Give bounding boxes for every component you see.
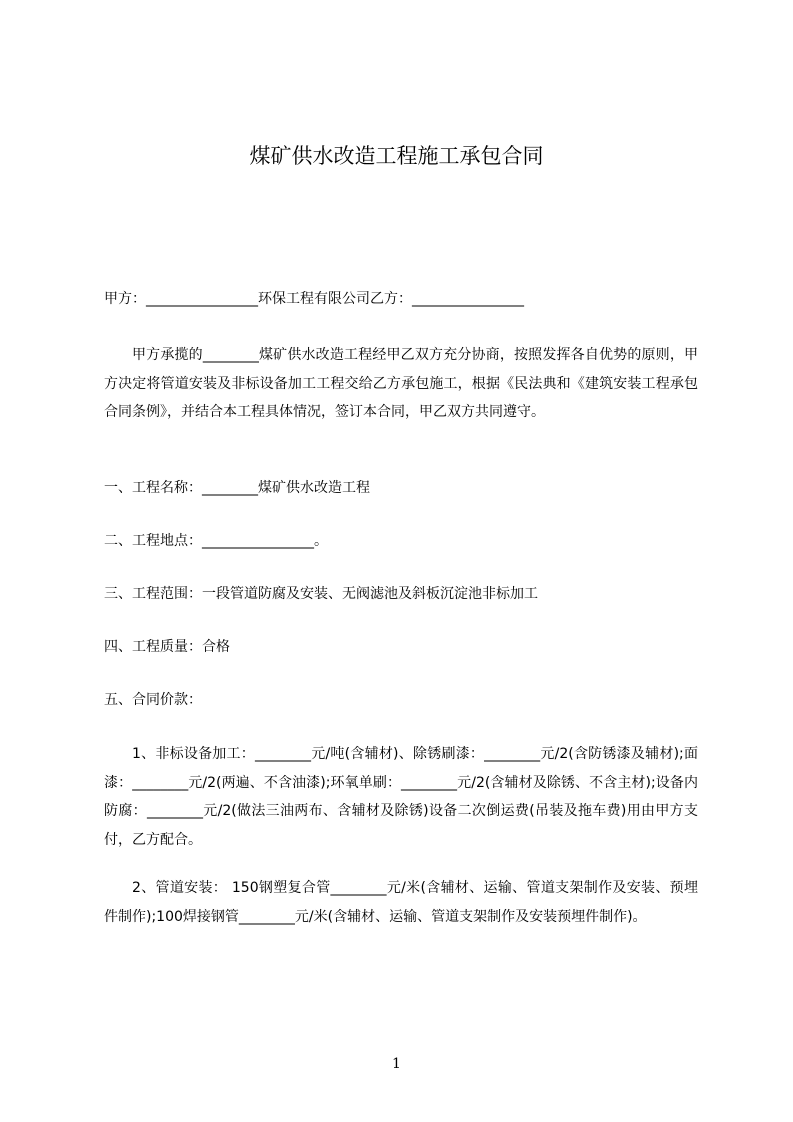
parties-line: 甲方：________________环保工程有限公司乙方：________________ xyxy=(104,291,524,307)
clause-contract-price: 五、合同价款： xyxy=(104,692,202,708)
clause-project-quality: 四、工程质量：合格 xyxy=(104,639,230,655)
clause-project-scope: 三、工程范围：一段管道防腐及安装、无阀滤池及斜板沉淀池非标加工 xyxy=(104,586,538,602)
document-title: 煤矿供水改造工程施工承包合同 xyxy=(249,144,544,168)
page-number: 1 xyxy=(392,1056,401,1072)
clause-project-location: 二、工程地点：________________。 xyxy=(104,533,328,549)
price-clause-equipment: 1、非标设备加工：________元/吨(含辅材)、除锈刷漆：________元/2(含防锈漆及辅材);面漆：________元/2(两遍、不含油漆);环氧单刷：________元/2(含辅材及除锈、不含主材);设备内防腐：________元/2(做法三油两布、含辅材及除锈)设备二次倒运费(吊装及拖车费)用由甲方支付，乙方配合。 xyxy=(104,746,698,848)
clause-project-name: 一、工程名称：________煤矿供水改造工程 xyxy=(104,480,370,496)
price-clause-pipeline: 2、管道安装： 150钢塑复合管________元/米(含辅材、运输、管道支架制作及安装、预埋件制作);100焊接钢管________元/米(含辅材、运输、管道支架制作及安装预埋件制作)。 xyxy=(104,880,698,925)
intro-paragraph: 甲方承揽的________煤矿供水改造工程经甲乙双方充分协商，按照发挥各自优势的原则，甲方决定将管道安装及非标设备加工工程交给乙方承包施工，根据《民法典和《建筑安装工程承包合同条例》，并结合本工程具体情况，签订本合同，甲乙双方共同遵守。 xyxy=(104,347,698,420)
